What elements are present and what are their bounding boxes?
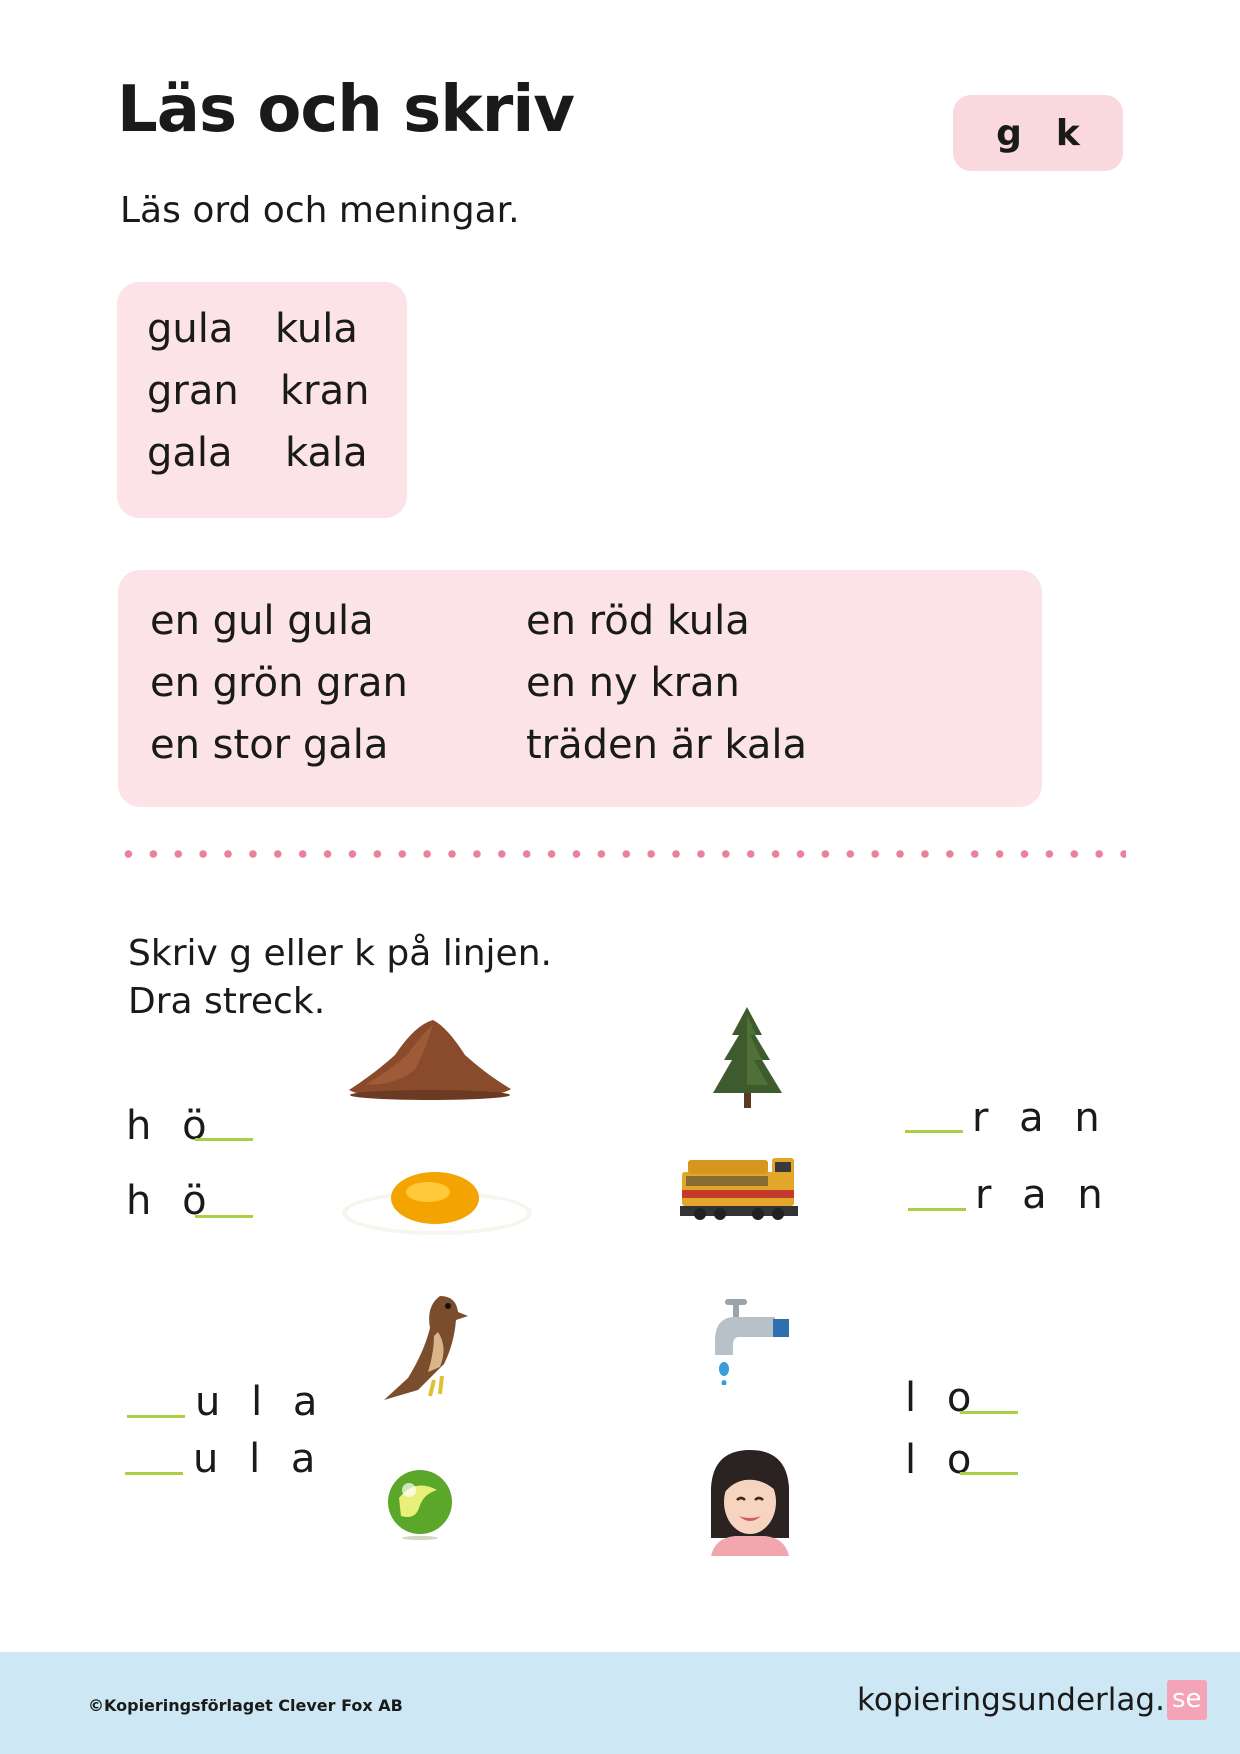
fried-egg-icon[interactable] [340,1168,535,1238]
train-icon[interactable] [680,1150,798,1222]
letter-k: k [1055,112,1080,154]
soil-pile-icon[interactable] [345,1015,515,1100]
brand-logo[interactable] [857,1680,1207,1720]
word-hoe-2: h ö [126,1178,216,1224]
word-ula-2: u l a [193,1436,325,1482]
word-pairs-box [117,282,407,518]
word-ran-1: r a n [972,1095,1109,1141]
instruction-write-line-1: Skriv g eller k på linjen. [128,933,552,974]
dotted-divider [116,850,1126,858]
word-ula-1: u l a [195,1379,327,1425]
word-k-3: kala [285,430,368,476]
faucet-icon[interactable] [705,1297,790,1385]
word-k-2: kran [280,368,370,414]
instruction-write [128,930,552,1026]
word-lo-2: l o [905,1437,981,1483]
girl-face-icon[interactable] [705,1448,795,1556]
phrase-left-1: en gul gula [150,598,374,644]
phrase-right-2: en ny kran [526,660,740,706]
word-g-1: gula [147,306,234,352]
phrase-left-3: en stor gala [150,722,389,768]
word-g-2: gran [147,368,239,414]
answer-line-lo-1[interactable] [960,1411,1018,1414]
word-ran-2: r a n [975,1172,1112,1218]
answer-line-hoe-2[interactable] [195,1215,253,1218]
word-hoe-1: h ö [126,1103,216,1149]
answer-line-hoe-1[interactable] [195,1138,253,1141]
phrase-right-3: träden är kala [526,722,807,768]
letter-badge [953,95,1123,171]
hawk-icon[interactable] [378,1292,473,1402]
letter-g: g [996,112,1022,154]
word-lo-1: l o [905,1375,981,1421]
answer-line-lo-2[interactable] [960,1472,1018,1475]
brand-tld: se [1167,1680,1207,1720]
phrase-right-1: en röd kula [526,598,750,644]
phrase-left-2: en grön gran [150,660,408,706]
answer-line-ula-2[interactable] [125,1472,183,1475]
instruction-read: Läs ord och meningar. [120,190,520,231]
answer-line-ula-1[interactable] [127,1415,185,1418]
brand-name: kopieringsunderlag. [857,1682,1165,1718]
answer-line-ran-2[interactable] [908,1208,966,1211]
word-k-1: kula [275,306,358,352]
phrases-box [118,570,1042,807]
answer-line-ran-1[interactable] [905,1130,963,1133]
marble-icon[interactable] [385,1468,455,1540]
instruction-write-line-2: Dra streck. [128,981,326,1022]
copyright-text: ©Kopieringsförlaget Clever Fox AB [88,1696,403,1715]
page-title: Läs och skriv [117,73,574,147]
word-g-3: gala [147,430,233,476]
fir-tree-icon[interactable] [710,1005,785,1110]
